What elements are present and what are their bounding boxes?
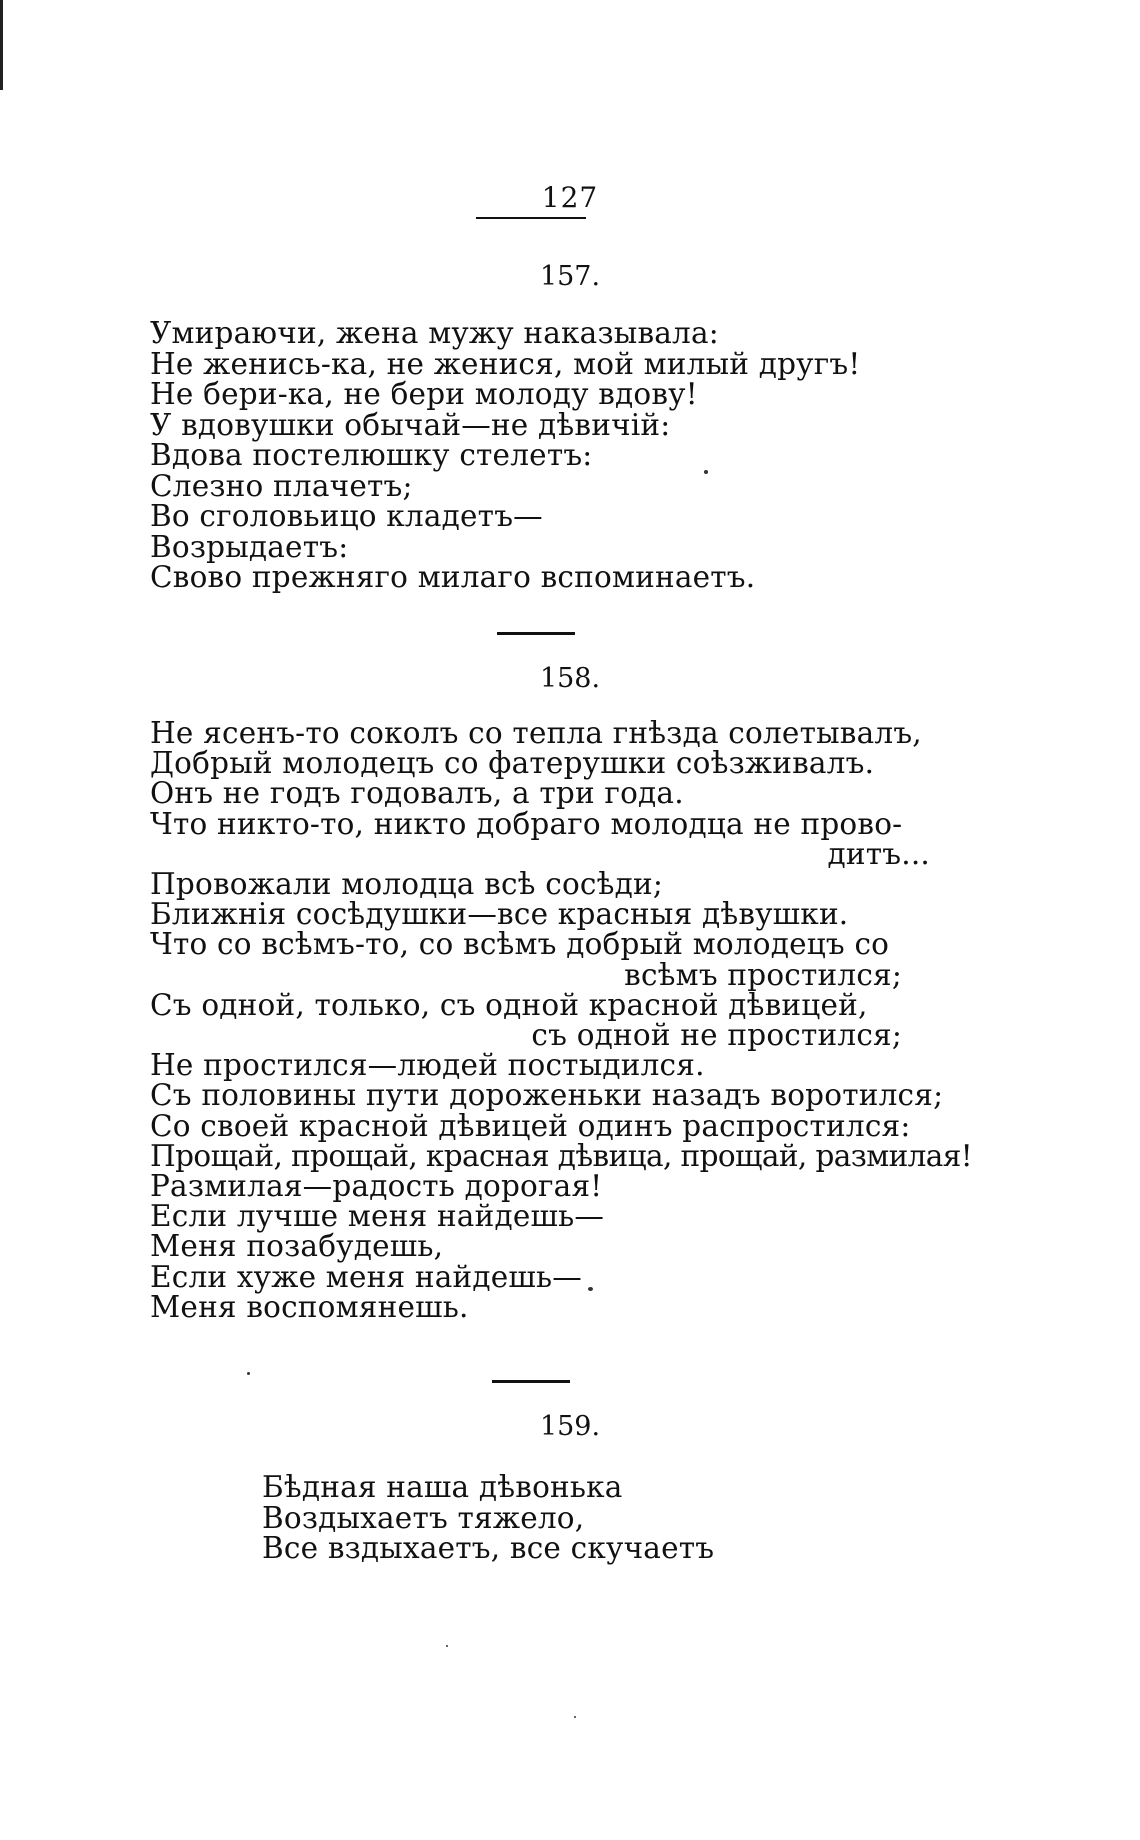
poem-158-text [150, 716, 973, 1324]
poem-number-157: 157. [539, 261, 601, 292]
verse-line: Ближнія сосѣдушки—все красныя дѣвушки. [150, 897, 849, 932]
verse-line: Онъ не годъ годовалъ, а три года. [150, 776, 684, 811]
verse-line-continuation: дитъ... [827, 836, 930, 871]
scan-speck [704, 470, 708, 474]
verse-line: Не ясенъ-то соколъ со тепла гнѣзда солетывалъ, [150, 716, 922, 750]
verse-line: Воздыхаетъ тяжело, [262, 1500, 585, 1535]
verse-line: Меня воспомянешь. [150, 1289, 469, 1324]
verse-line: Не бери-ка, не бери молоду вдову! [150, 377, 698, 411]
verse-line: Свово прежняго милаго вспоминаетъ. [150, 560, 756, 594]
verse-line: Бѣдная наша дѣвонька [262, 1470, 623, 1504]
verse-line: Вдова постелюшку стелетъ: [150, 438, 593, 472]
verse-line: Со своей красной дѣвицей одинъ распростился: [150, 1108, 911, 1143]
verse-line: Во сголовьицо кладетъ— [150, 499, 543, 533]
verse-line: Меня позабудешь, [150, 1229, 444, 1264]
verse-line: Не женись-ка, не женися, мой милый другъ! [150, 346, 861, 381]
verse-line: Прощай, прощай, красная дѣвица, прощай, размилая! [150, 1138, 973, 1173]
verse-line: Умираючи, жена мужу наказывала: [150, 316, 719, 350]
verse-line: Размилая—радость дорогая! [150, 1169, 603, 1204]
scan-speck [574, 1716, 576, 1718]
verse-line: Не простился—людей постыдился. [150, 1048, 705, 1083]
verse-line: Что со всѣмъ-то, со всѣмъ добрый молодецъ со [150, 927, 890, 962]
scan-speck [247, 1372, 250, 1375]
verse-line: Съ одной, только, съ одной красной дѣвицей, [150, 987, 868, 1022]
verse-line: Слезно плачетъ; [150, 468, 413, 503]
poem-159-text [262, 1472, 1062, 1564]
verse-line: У вдовушки обычай—не дѣвичій: [150, 407, 671, 442]
poem-number-159: 159. [539, 1411, 601, 1442]
verse-line: Добрый молодецъ со фатерушки соѣзживалъ. [150, 746, 875, 781]
scan-speck [588, 1287, 593, 1291]
verse-line: Съ половины пути дороженьки назадъ воротился; [150, 1078, 944, 1113]
verse-line: Если лучше меня найдешь— [150, 1199, 605, 1234]
scan-edge-mark [0, 0, 3, 90]
poem-number-158: 158. [539, 663, 601, 694]
section-separator [497, 632, 575, 635]
verse-line-continuation: съ одной не простился; [531, 1018, 902, 1053]
poem-157-text [150, 318, 950, 593]
verse-line: Провожали молодца всѣ сосѣди; [150, 867, 664, 902]
scan-speck [446, 1645, 448, 1647]
verse-line: Что никто-то, никто добраго молодца не прово- [150, 806, 903, 841]
verse-line: Возрыдаетъ: [150, 529, 349, 564]
verse-line: Все вздыхаетъ, все скучаетъ [262, 1531, 715, 1565]
page-number: 127 [541, 181, 599, 214]
section-separator [492, 1380, 570, 1383]
page-number-underline [476, 217, 586, 219]
verse-line: Если хуже меня найдешь— [150, 1259, 582, 1294]
verse-line-continuation: всѣмъ простился; [624, 957, 902, 992]
